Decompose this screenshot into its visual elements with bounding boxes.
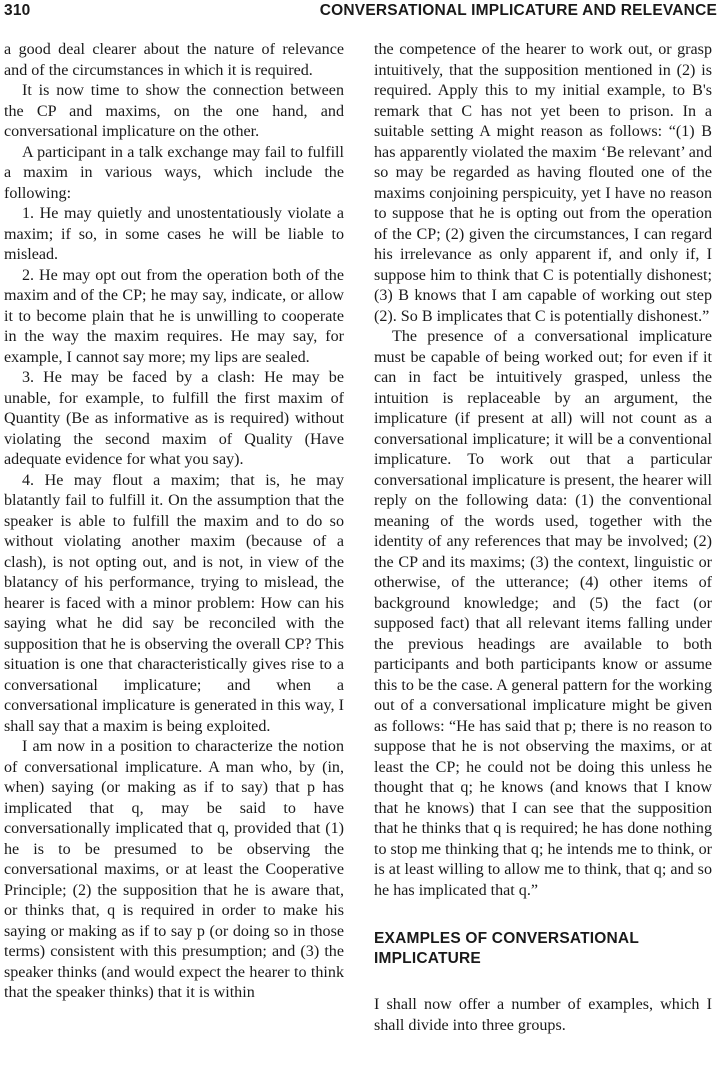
left-column: [4, 40, 344, 1004]
paragraph: I shall now offer a number of examples, which I shall divide into three groups.: [374, 996, 712, 1034]
paragraph: It is now time to show the connection between the CP and maxims, on the one hand, and conversational implicature on the other.: [4, 82, 344, 140]
section-heading: [374, 929, 712, 969]
right-column: [374, 40, 712, 1036]
paragraph-item-2: 2. He may opt out from the operation both of the maxim and of the CP; he may say, indicate, or allow it to become plain that he is unwilling to cooperate in the way the maxim requires. He may say, for example, I cannot say more; my lips are sealed.: [4, 266, 344, 366]
paragraph-item-1: 1. He may quietly and unostentatiously violate a maxim; if so, in some cases he will be liable to mislead.: [4, 205, 344, 263]
section-heading-line: EXAMPLES OF CONVERSATIONAL: [374, 930, 639, 947]
paragraph: A participant in a talk exchange may fail to fulfill a maxim in various ways, which include the following:: [4, 143, 344, 202]
page-number: 310: [4, 2, 31, 19]
paragraph: the competence of the hearer to work out, or grasp intuitively, that the supposition mentioned in (2) is required. Apply this to my initial example, to B's remark that C has not yet been to prison. In a suitable setting A might reason as follows: “(1) B has apparently violated the maxim ‘Be relevant’ and so may be regarded as having flouted one of the maxims conjoining perspicuity, yet I have no reason to suppose that he is opting out from the operation of the CP; (2) given the circumstances, I can regard his irrelevance as only apparent if, and only if, I suppose him to think that C is potentially dishonest; (3) B knows that I am capable of working out step (2). So B implicates that C is potentially dishonest.”: [374, 41, 712, 325]
running-header: [4, 2, 717, 26]
paragraph: a good deal clearer about the nature of relevance and of the circumstances in which it is required.: [4, 41, 344, 79]
paragraph-item-3: 3. He may be faced by a clash: He may be unable, for example, to fulfill the first maxim of Quantity (Be as informative as is required) without violating the second maxim of Quality (Have adequate evidence for what you say).: [4, 369, 344, 468]
paragraph: I am now in a position to characterize the notion of conversational implicature. A man who, by (in, when) saying (or making as if to say) that p has implicated that q, may be said to have conversationally implicated that q, provided that (1) he is to be presumed to be observing the conversational maxims, or at least the Cooperative Principle; (2) the supposition that he is aware that, or thinks that, q is required in order to make his saying or making as if to say p (or doing so in those terms) consistent with this presumption; and (3) the speaker thinks (and would expect the hearer to think that the speaker thinks) that it is within: [4, 738, 344, 1001]
paragraph-item-4: 4. He may flout a maxim; that is, he may blatantly fail to fulfill it. On the assumption that the speaker is able to fulfill the maxim and to do so without violating another maxim (because of a clash), is not opting out, and is not, in view of the blatancy of his performance, trying to mislead, the hearer is faced with a minor problem: How can his saying what he did say be reconciled with the supposition that he is observing the overall CP? This situation is one that characteristically gives rise to a conversational implicature; and when a conversational implicature is generated in this way, I shall say that a maxim is being exploited.: [4, 471, 344, 735]
section-heading-line: IMPLICATURE: [374, 950, 481, 967]
running-head-title: CONVERSATIONAL IMPLICATURE AND RELEVANCE: [319, 2, 717, 19]
paragraph: The presence of a conversational implicature must be capable of being worked out; for even if it can in fact be intuitively grasped, unless the intuition is replaceable by an argument, the implicature (if present at all) will not count as a conversational implicature; it will be a conventional implicature. To work out that a particular conversational implicature is present, the hearer will reply on the following data: (1) the conventional meaning of the words used, together with the identity of any references that may be involved; (2) the CP and its maxims; (3) the context, linguistic or otherwise, of the utterance; (4) other items of background knowledge; and (5) the fact (or supposed fact) that all relevant items falling under the previous headings are available to both participants and both participants know or assume this to be the case. A general pattern for the working out of a conversational implicature might be given as follows: “He has said that p; there is no reason to suppose that he is not observing the maxims, or at least the CP; he could not be doing this unless he thought that q; he knows (and knows that I know that he knows) that I can see that the supposition that he thinks that q is required; he has done nothing to stop me thinking that q; he intends me to think, or is at least willing to allow me to think, that q; and so he has implicated that q.”: [374, 328, 712, 899]
